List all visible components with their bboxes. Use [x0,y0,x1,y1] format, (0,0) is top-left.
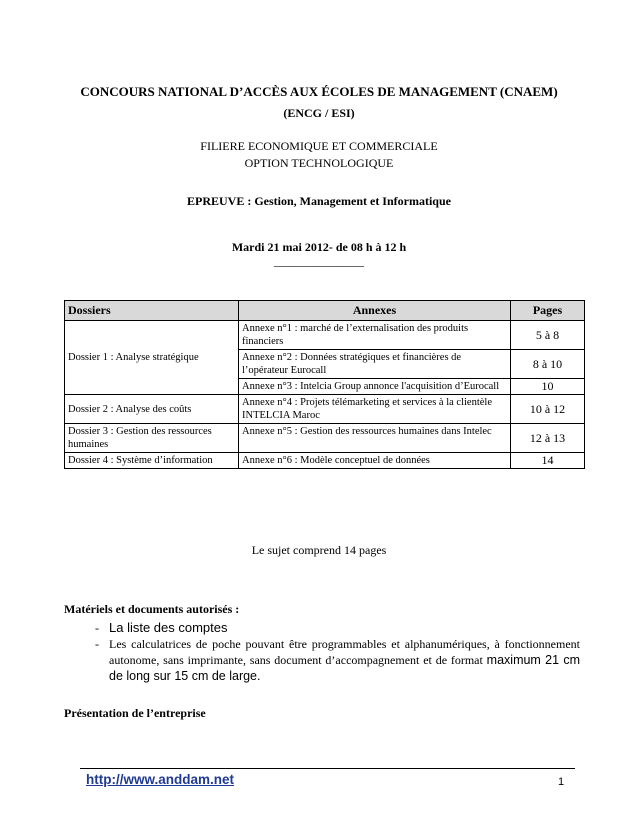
table-row [65,395,585,424]
materials-title: Matériels et documents autorisés : [64,602,240,616]
col-header-dossiers: Dossiers [65,301,239,321]
list-dash: - [95,621,99,635]
pages-cell: 8 à 10 [511,350,585,379]
dossier-cell: Dossier 1 : Analyse stratégique [65,321,239,395]
filiere-label: FILIERE ECONOMIQUE ET COMMERCIALE [200,139,438,153]
dossier-cell: Dossier 2 : Analyse des coûts [65,395,239,424]
footer-divider [80,768,575,769]
pages-cell: 10 [511,379,585,395]
list-item-text: Les calculatrices de poche pouvant être programmables et alphanumériques, à fonctionnement autonome, sans imprimante, sans document d’accompagnement et de format [109,637,580,667]
dossier-cell: Dossier 3 : Gestion des ressources humaines [65,424,239,453]
col-header-annexes: Annexes [239,301,511,321]
pages-cell: 5 à 8 [511,321,585,350]
presentation-heading: Présentation de l’entreprise [64,706,206,720]
list-item [95,620,580,636]
exam-date: Mardi 21 mai 2012- de 08 h à 12 h [231,240,407,254]
epreuve-label: EPREUVE : Gestion, Management et Informatique [187,194,451,208]
annexe-cell: Annexe n°2 : Données stratégiques et financières de l’opérateur Eurocall [239,350,511,379]
annexe-cell: Annexe n°4 : Projets télémarketing et services à la clientèle INTELCIA Maroc [239,395,511,424]
table-row [65,321,585,350]
list-item-text: La liste des comptes [109,620,228,635]
separator: _______________ [274,254,364,268]
list-dash: - [95,637,99,651]
list-item [95,636,580,684]
materials-list [95,620,580,684]
pages-cell: 12 à 13 [511,424,585,453]
col-header-pages: Pages [511,301,585,321]
list-item-text-format: maximum 21 cm de long sur 15 cm de large. [109,653,581,683]
table-header-row [65,301,585,321]
pages-cell: 10 à 12 [511,395,585,424]
annexe-cell: Annexe n°3 : Intelcia Group annonce l'acquisition d’Eurocall [239,379,511,395]
footer-link[interactable]: http://www.anddam.net [86,772,234,787]
annexe-cell: Annexe n°6 : Modèle conceptuel de données [239,453,511,469]
table-row [65,424,585,453]
page-number: 1 [558,776,565,788]
contest-title: CONCOURS NATIONAL D’ACCÈS AUX ÉCOLES DE MANAGEMENT (CNAEM) [80,84,558,99]
pages-cell: 14 [511,453,585,469]
page-count-note: Le sujet comprend 14 pages [251,543,387,557]
table-row [65,453,585,469]
option-label: OPTION TECHNOLOGIQUE [244,156,394,170]
dossiers-table [64,300,585,469]
annexe-cell: Annexe n°1 : marché de l’externalisation des produits financiers [239,321,511,350]
annexe-cell: Annexe n°5 : Gestion des ressources humaines dans Intelec [239,424,511,453]
dossier-cell: Dossier 4 : Système d’information [65,453,239,469]
contest-subtitle: (ENCG / ESI) [283,106,355,120]
